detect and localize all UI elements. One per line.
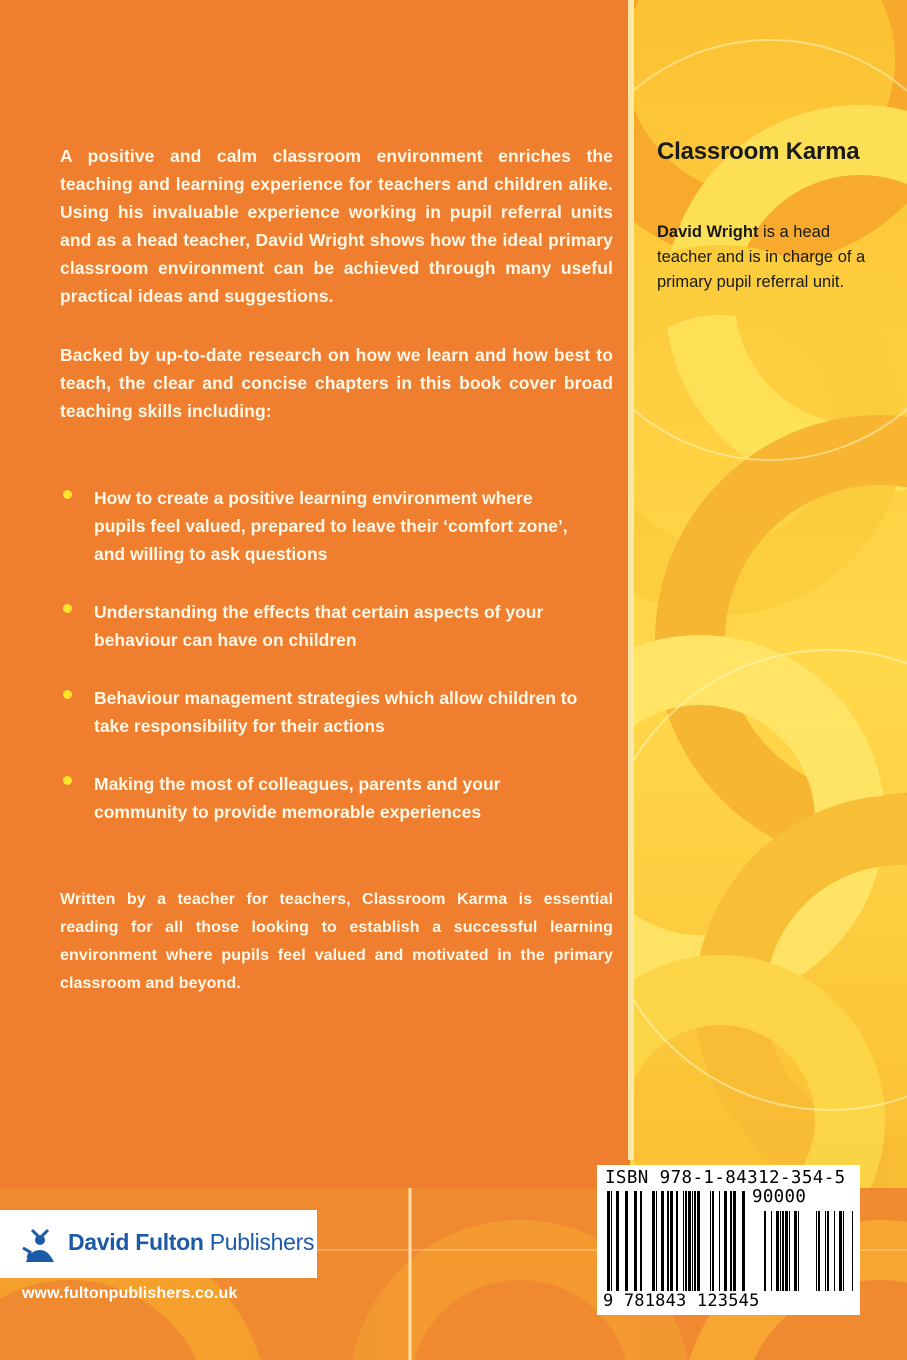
list-item <box>60 598 580 654</box>
barcode-bar <box>776 1211 779 1291</box>
closing-paragraph: Written by a teacher for teachers, Classroom Karma is essential reading for all those looking to establish a successful learning environment where pupils feel valued and motivated in the primary classroom and beyond. <box>60 891 613 992</box>
list-item-text: Behaviour management strategies which allow children to take responsibility for their actions <box>94 688 578 736</box>
list-item <box>60 684 580 740</box>
barcode-bar <box>733 1191 736 1291</box>
barcode-bar <box>843 1211 844 1291</box>
barcode-bar <box>712 1191 714 1291</box>
barcode-bar <box>640 1191 642 1291</box>
barcode-bar <box>798 1211 799 1291</box>
barcode-bar <box>692 1191 693 1291</box>
author-bio-text: is a head teacher and is in charge of a primary pupil referral unit. <box>657 223 866 291</box>
barcode-bar <box>730 1191 732 1291</box>
publisher-name <box>68 1229 314 1256</box>
list-item-text: Understanding the effects that certain aspects of your behaviour can have on children <box>94 602 544 650</box>
barcode-bar <box>789 1211 790 1291</box>
barcode-bar <box>710 1191 711 1291</box>
barcode-bar <box>825 1211 826 1291</box>
barcode-bar <box>656 1191 657 1291</box>
author-name: David Wright <box>657 223 759 241</box>
barcode-bar <box>742 1191 745 1291</box>
book-title: Classroom Karma <box>657 138 860 165</box>
barcode-bar <box>764 1211 766 1291</box>
barcode-bar <box>818 1211 820 1291</box>
bullet-dot-icon <box>63 604 72 613</box>
publisher-logo-box <box>0 1210 317 1278</box>
barcode-bar <box>794 1211 797 1291</box>
rider-logo-icon <box>20 1224 60 1266</box>
barcode-bar <box>839 1211 842 1291</box>
barcode-bar <box>685 1191 687 1291</box>
barcode-addon-code: 90000 <box>752 1187 807 1207</box>
barcode-bar <box>652 1191 655 1291</box>
barcode-bar <box>694 1191 696 1291</box>
barcode-bar <box>616 1191 619 1291</box>
bullet-dot-icon <box>63 690 72 699</box>
blurb-paragraph-2: Backed by up-to-date research on how we learn and how best to teach, the clear and concise chapters in this book cover broad teaching skills including: <box>60 345 613 421</box>
barcode-bars-main <box>607 1191 747 1291</box>
publisher-name-regular: Publishers <box>209 1229 315 1255</box>
barcode-bar <box>780 1211 781 1291</box>
barcode-bar <box>676 1191 678 1291</box>
isbn-label: ISBN 978-1-84312-354-5 <box>605 1168 846 1188</box>
barcode-bar <box>670 1191 673 1291</box>
list-item-text: How to create a positive learning environment where pupils feel valued, prepared to leave their ‘comfort zone’, and willing to ask questions <box>94 488 568 564</box>
barcode-bars-addon <box>753 1211 853 1291</box>
barcode-bar <box>834 1211 835 1291</box>
barcode-bar <box>688 1191 691 1291</box>
list-item-text: Making the most of colleagues, parents and your community to provide memorable experiences <box>94 774 501 822</box>
barcode-bar <box>697 1191 700 1291</box>
bullet-dot-icon <box>63 776 72 785</box>
barcode-bar <box>827 1211 829 1291</box>
barcode-bar <box>683 1191 684 1291</box>
barcode-bar <box>625 1191 628 1291</box>
list-item <box>60 770 580 826</box>
bullet-dot-icon <box>63 490 72 499</box>
isbn-barcode <box>597 1165 860 1315</box>
barcode-bar <box>782 1211 784 1291</box>
list-item <box>60 484 580 568</box>
barcode-bar <box>816 1211 817 1291</box>
blurb-paragraph-1: A positive and calm classroom environment enriches the teaching and learning experience for teachers and children alike. Using his invaluable experience working in pupil referral units and as a head teacher, David Wright shows how the ideal primary classroom environment can be achieved through many useful practical ideas and suggestions. <box>60 146 613 306</box>
column-divider <box>628 0 634 1160</box>
barcode-bar <box>667 1191 669 1291</box>
publisher-name-bold: David Fulton <box>68 1229 204 1255</box>
publisher-website: www.fultonpublishers.co.uk <box>22 1285 238 1302</box>
barcode-bar <box>607 1191 610 1291</box>
barcode-bar <box>724 1191 727 1291</box>
barcode-digits: 9 781843 123545 <box>603 1291 760 1311</box>
barcode-bar <box>785 1211 788 1291</box>
barcode-bar <box>771 1211 772 1291</box>
author-bio <box>657 220 872 295</box>
skills-list <box>60 484 580 856</box>
barcode-bar <box>661 1191 664 1291</box>
barcode-bar <box>719 1191 720 1291</box>
barcode-bar <box>634 1191 637 1291</box>
barcode-bar <box>852 1211 853 1291</box>
barcode-bar <box>611 1191 612 1291</box>
